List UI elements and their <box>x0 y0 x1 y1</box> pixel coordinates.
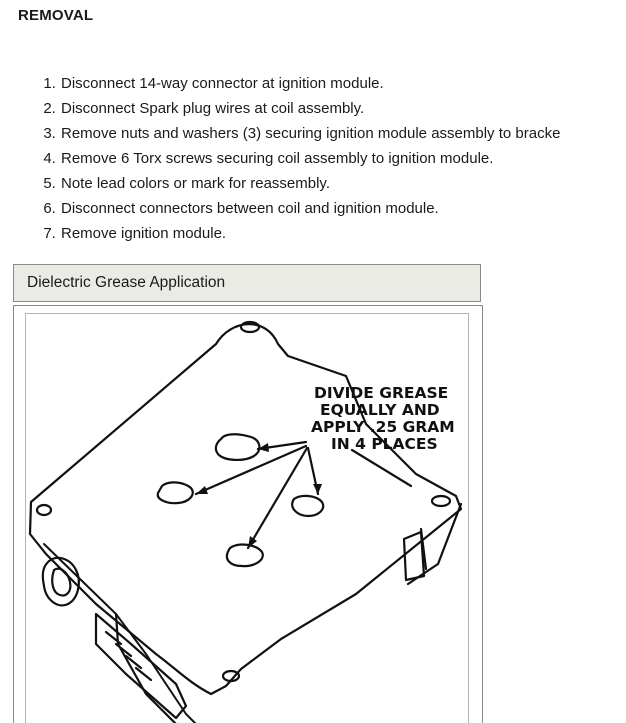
figure-illustration <box>25 313 469 723</box>
callout-line: DIVIDE GREASE <box>314 384 449 402</box>
removal-steps-list <box>0 71 626 246</box>
step-item: 3. Remove nuts and washers (3) securing ignition module assembly to bracke <box>60 121 626 146</box>
step-item: 6. Disconnect connectors between coil and ignition module. <box>60 196 626 221</box>
callout-line: APPLY .25 GRAM <box>311 418 455 436</box>
callout-line: IN 4 PLACES <box>331 435 438 453</box>
step-item: 4. Remove 6 Torx screws securing coil assembly to ignition module. <box>60 146 626 171</box>
ignition-module-drawing <box>26 314 469 723</box>
step-item: 7. Remove ignition module. <box>60 221 626 246</box>
section-heading: REMOVAL <box>18 7 94 24</box>
figure-caption: Dielectric Grease Application <box>13 264 481 302</box>
step-item: 1. Disconnect 14-way connector at ignition module. <box>60 71 626 96</box>
step-item: 2. Disconnect Spark plug wires at coil assembly. <box>60 96 626 121</box>
step-item: 5. Note lead colors or mark for reassembly. <box>60 171 626 196</box>
callout-line: EQUALLY AND <box>320 401 440 419</box>
